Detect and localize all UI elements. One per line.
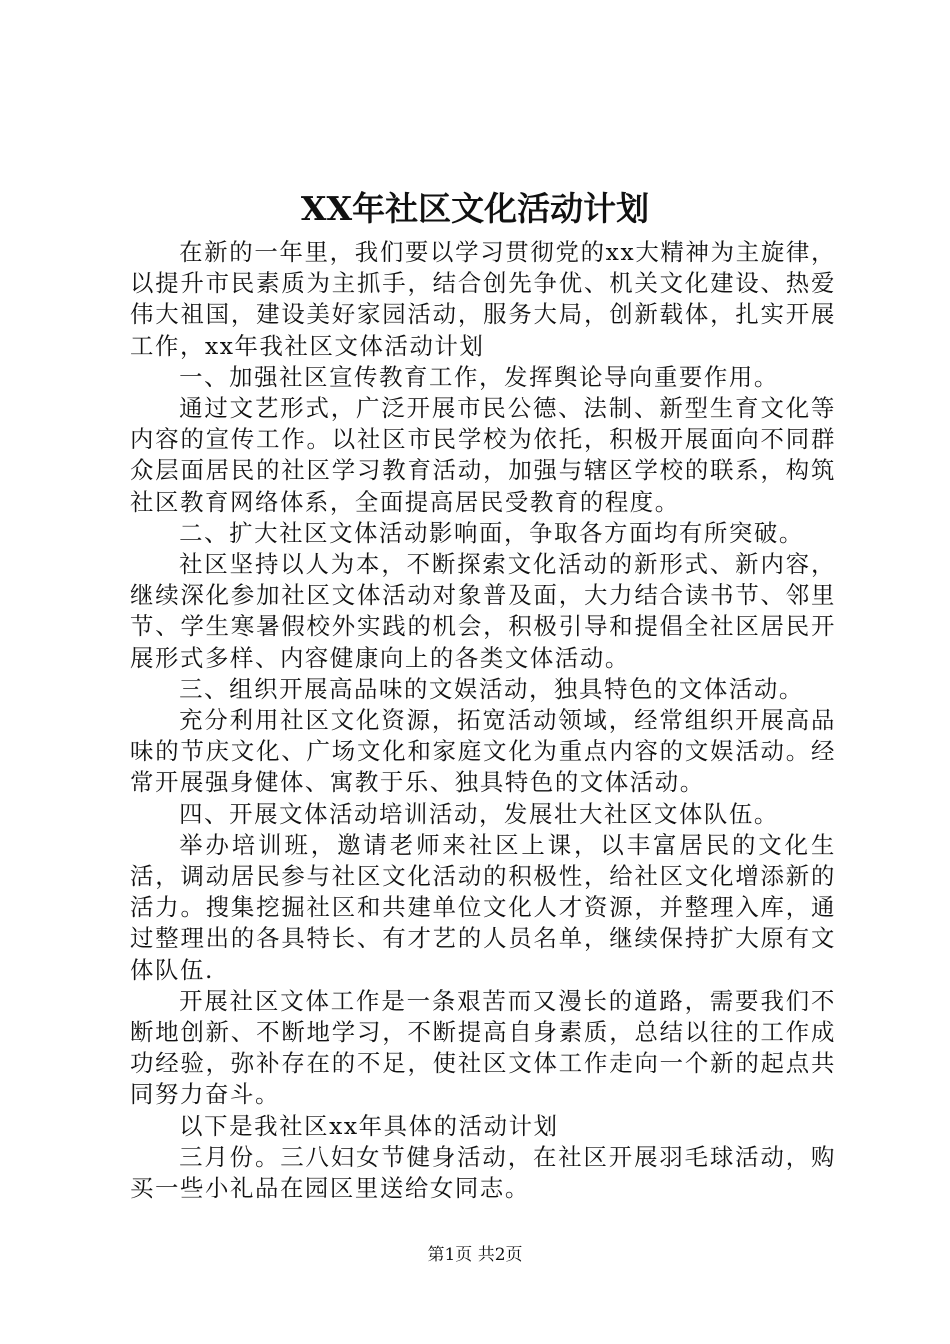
heading-section-4: 四、开展文体活动培训活动，发展壮大社区文体队伍。	[179, 799, 779, 828]
document-body	[130, 237, 836, 1204]
paragraph-march-plan: 三月份。三八妇女节健身活动，在社区开展羽毛球活动，购买一些小礼品在园区里送给女同志。	[130, 1142, 836, 1203]
page-footer: 第1页 共2页	[427, 1245, 523, 1265]
paragraph-section-3: 充分利用社区文化资源，拓宽活动领域，经常组织开展高品味的节庆文化、广场文化和家庭文化为重点内容的文娱活动。经常开展强身健体、寓教于乐、独具特色的文体活动。	[130, 706, 836, 797]
heading-section-1: 一、加强社区宣传教育工作，发挥舆论导向重要作用。	[179, 362, 779, 391]
paragraph-intro: 在新的一年里，我们要以学习贯彻党的xx大精神为主旋律，以提升市民素质为主抓手，结合创先争优、机关文化建设、热爱伟大祖国，建设美好家园活动，服务大局，创新载体，扎实开展工作，xx年我社区文体活动计划	[130, 238, 836, 360]
document-title: XX年社区文化活动计划	[300, 189, 650, 228]
heading-section-3: 三、组织开展高品味的文娱活动，独具特色的文体活动。	[179, 674, 804, 703]
paragraph-section-4: 举办培训班，邀请老师来社区上课，以丰富居民的文化生活，调动居民参与社区文化活动的积极性，给社区文化增添新的活力。搜集挖掘社区和共建单位文化人才资源，并整理入库，通过整理出的各具特长、有才艺的人员名单，继续保持扩大原有文体队伍.	[130, 830, 836, 984]
paragraph-section-1: 通过文艺形式，广泛开展市民公德、法制、新型生育文化等内容的宣传工作。以社区市民学校为依托，积极开展面向不同群众层面居民的社区学习教育活动，加强与辖区学校的联系，构筑社区教育网络体系，全面提高居民受教育的程度。	[130, 394, 836, 516]
paragraph-section-2: 社区坚持以人为本，不断探索文化活动的新形式、新内容，继续深化参加社区文体活动对象普及面，大力结合读书节、邻里节、学生寒暑假校外实践的机会，积极引导和提倡全社区居民开展形式多样、内容健康向上的各类文体活动。	[130, 550, 836, 672]
paragraph-plan-intro: 以下是我社区xx年具体的活动计划	[179, 1111, 559, 1140]
paragraph-conclusion: 开展社区文体工作是一条艰苦而又漫长的道路，需要我们不断地创新、不断地学习，不断提高自身素质，总结以往的工作成功经验，弥补存在的不足，使社区文体工作走向一个新的起点共同努力奋斗。	[130, 986, 836, 1109]
heading-section-2: 二、扩大社区文体活动影响面，争取各方面均有所突破。	[179, 518, 804, 547]
